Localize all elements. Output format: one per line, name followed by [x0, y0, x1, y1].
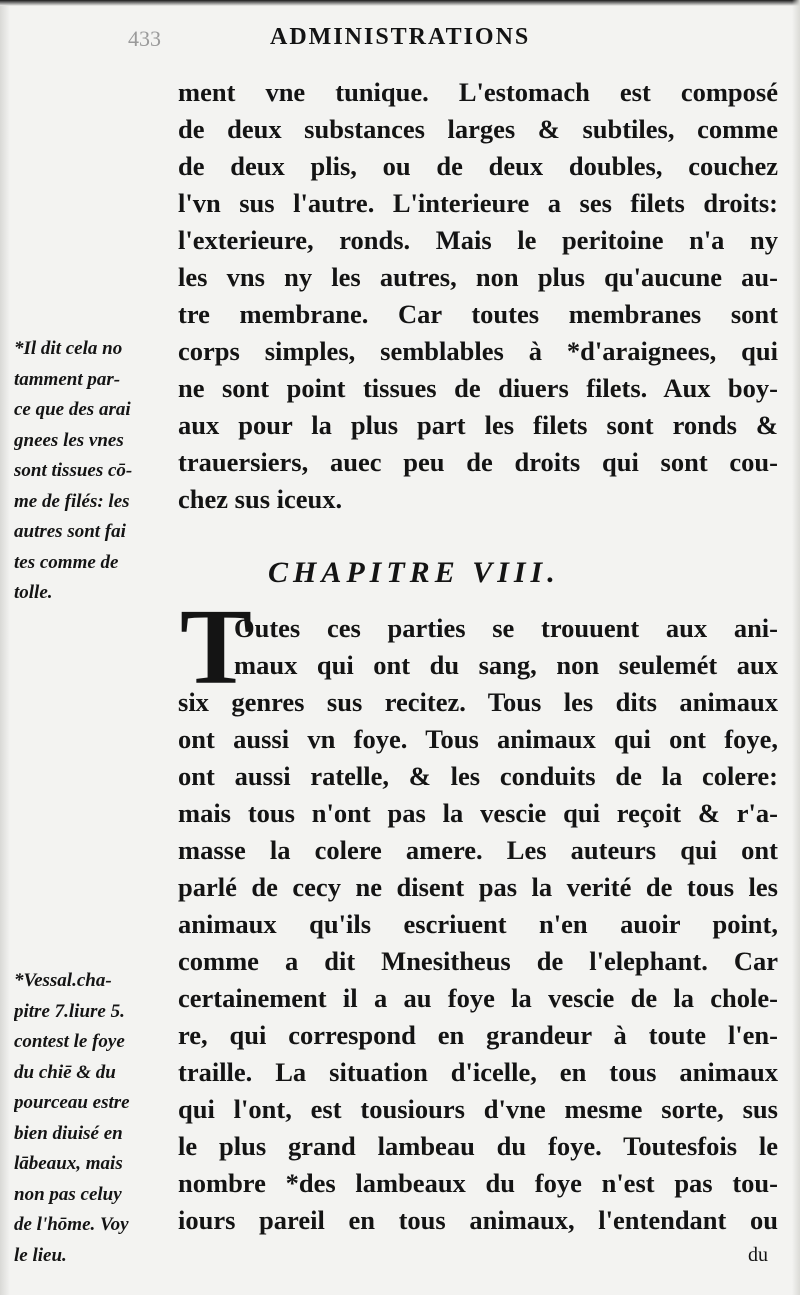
chapter-heading: CHAPITRE VIII.: [268, 556, 560, 589]
text-line: comme a dit Mnesitheus de l'elephant. Car: [178, 946, 778, 976]
note-line: de l'hōme. Voy: [14, 1214, 129, 1235]
text-line: re, qui correspond en grandeur à toute l'en-: [178, 1020, 778, 1050]
note-line: *Il dit cela no: [14, 338, 123, 359]
note-line: contest le foye: [14, 1031, 125, 1052]
note-line: tolle.: [14, 582, 53, 603]
text-line: l'exterieure, ronds. Mais le peritoine n'a ny: [178, 225, 778, 255]
note-line: gnees les vnes: [14, 429, 124, 451]
margin-note-vessal: [14, 966, 166, 1271]
text-line: chez sus iceux.: [178, 484, 343, 514]
page-edge-left: [0, 0, 10, 1295]
text-line: trauersiers, auec peu de droits qui sont cou-: [178, 447, 778, 477]
text-line: corps simples, semblables à *d'araignees, qui: [178, 336, 778, 366]
note-line: *Vessal.cha-: [14, 970, 112, 991]
text-line: de deux substances larges & subtiles, comme: [178, 114, 778, 144]
text-line: Outes ces parties se trouuent aux ani-: [234, 613, 778, 643]
note-line: pourceau estre: [14, 1092, 130, 1113]
drop-cap: T: [180, 588, 253, 707]
text-line: qui l'ont, est tousiours d'vne mesme sorte, sus: [178, 1094, 778, 1124]
text-line: masse la colere amere. Les auteurs qui ont: [178, 835, 778, 865]
text-line: ont aussi vn foye. Tous animaux qui ont foye,: [178, 724, 778, 754]
text-line: parlé de cecy ne disent pas la verité de tous les: [178, 872, 778, 902]
text-line: iours pareil en tous animaux, l'entendant ou: [178, 1205, 778, 1235]
text-line: ont aussi ratelle, & les conduits de la colere:: [178, 761, 778, 791]
text-line: le plus grand lambeau du foye. Toutesfois le: [178, 1131, 778, 1161]
text-line: certainement il a au foye la vescie de la chole-: [178, 983, 778, 1013]
paragraph-1: [178, 74, 778, 518]
note-line: tes comme de: [14, 551, 119, 573]
catchword: du: [748, 1244, 768, 1266]
note-line: le lieu.: [14, 1244, 67, 1266]
text-line: tre membrane. Car toutes membranes sont: [178, 299, 778, 329]
running-head: ADMINISTRATIONS: [270, 24, 531, 50]
page-number: 433: [128, 26, 161, 51]
margin-note-araignees: [14, 334, 166, 609]
paragraph-2: [178, 610, 778, 1239]
text-line: nombre *des lambeaux du foye n'est pas tou-: [178, 1168, 778, 1198]
note-line: du chiē & du: [14, 1061, 116, 1083]
note-line: bien diuisé en: [14, 1122, 123, 1144]
text-line: mais tous n'ont pas la vescie qui reçoit & r'a-: [178, 798, 778, 828]
text-line: aux pour la plus part les filets sont ronds &: [178, 410, 778, 440]
page-edge-top: [0, 0, 800, 6]
text-line: ment vne tunique. L'estomach est composé: [178, 77, 778, 107]
note-line: lābeaux, mais: [14, 1153, 123, 1174]
note-line: me de filés: les: [14, 490, 130, 512]
note-line: tamment par-: [14, 368, 121, 390]
note-line: sont tissues cō-: [14, 460, 133, 481]
text-line: de deux plis, ou de deux doubles, couchez: [178, 151, 778, 181]
text-line: ne sont point tissues de diuers filets. Aux boy-: [178, 373, 778, 403]
note-line: pitre 7.liure 5.: [14, 1000, 125, 1022]
text-line: animaux qu'ils escriuent n'en auoir point,: [178, 909, 778, 939]
text-line: traille. La situation d'icelle, en tous animaux: [178, 1057, 778, 1087]
text-line: maux qui ont du sang, non seulemét aux: [234, 650, 778, 680]
text-line: l'vn sus l'autre. L'interieure a ses filets droits:: [178, 188, 778, 218]
note-line: non pas celuy: [14, 1183, 122, 1205]
note-line: ce que des arai: [14, 399, 131, 420]
note-line: autres sont fai: [14, 521, 126, 542]
text-line: six genres sus recitez. Tous les dits animaux: [178, 687, 778, 717]
text-line: les vns ny les autres, non plus qu'aucune au-: [178, 262, 778, 292]
page-edge-right: [792, 0, 800, 1295]
